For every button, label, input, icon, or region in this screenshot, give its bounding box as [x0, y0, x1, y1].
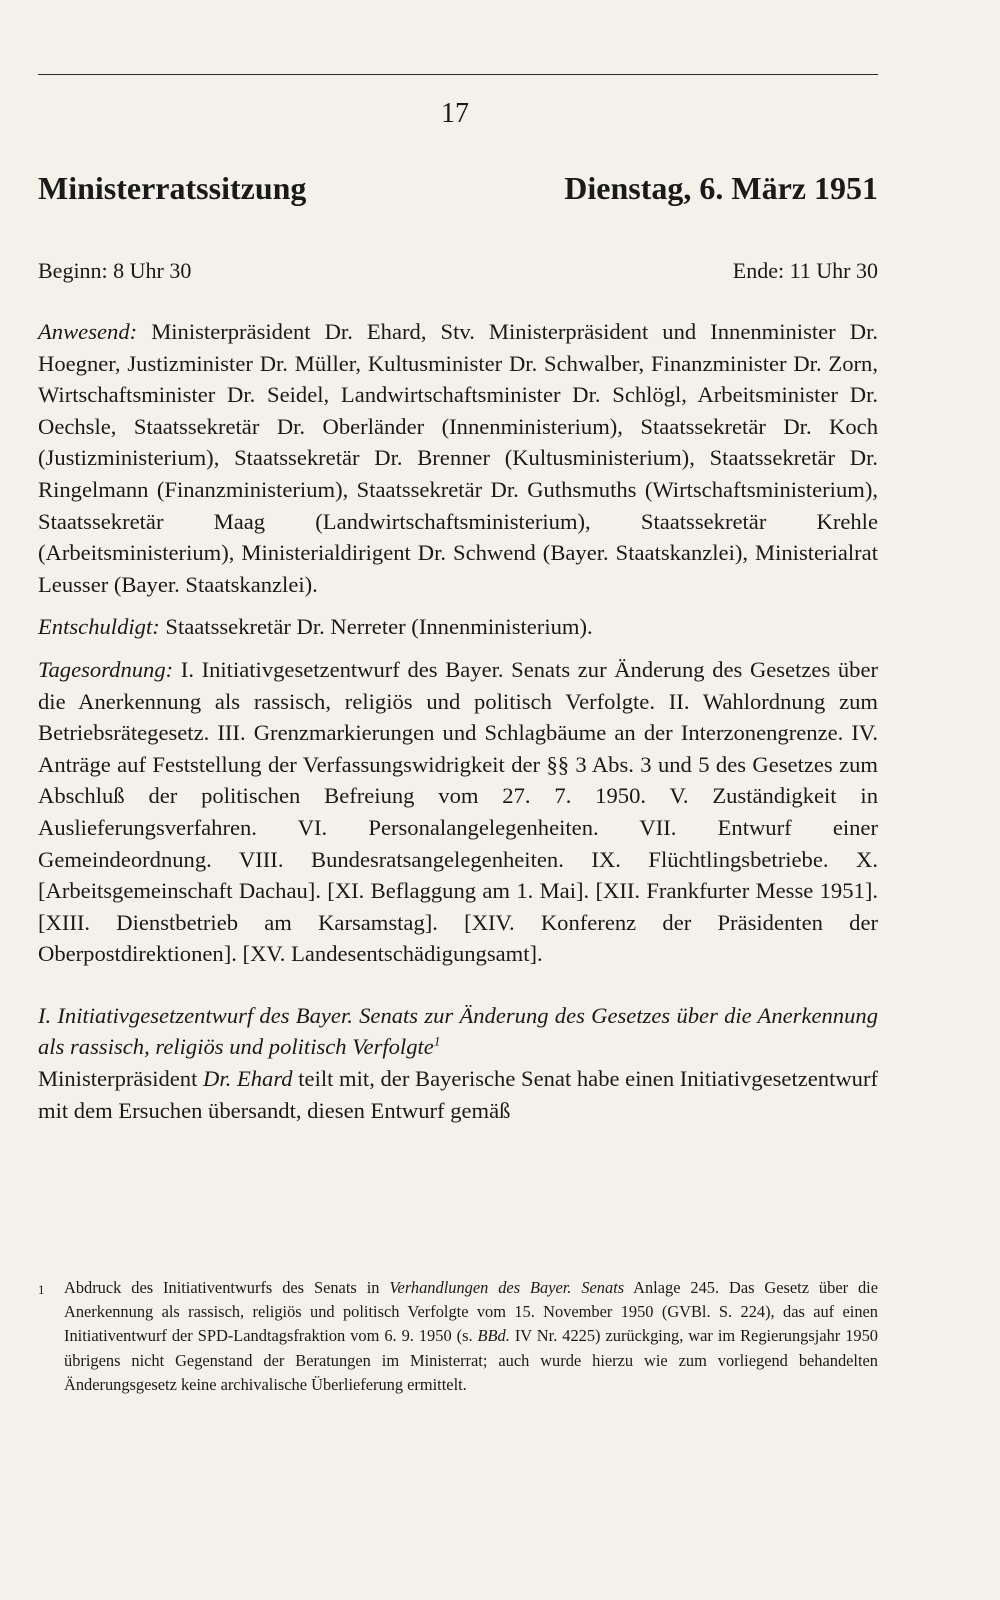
top-rule	[38, 74, 878, 75]
excused-text: Staatssekretär Dr. Nerreter (Innenministerium).	[165, 614, 593, 640]
session-date: Dienstag, 6. März 1951	[564, 170, 878, 206]
footnote-ref: 1	[433, 1033, 441, 1049]
begin-time: Beginn: 8 Uhr 30	[38, 258, 192, 283]
session-title: Ministerratssitzung	[38, 170, 307, 206]
footnote-italic-2: BBd.	[477, 1326, 510, 1346]
section-paragraph	[38, 1063, 878, 1126]
agenda-label: Tagesordnung:	[38, 656, 174, 682]
footnote-mark: 1	[38, 1282, 45, 1297]
footnote-text	[64, 1276, 878, 1397]
section-heading-text: I. Initiativgesetzentwurf des Bayer. Senats zur Änderung des Gesetzes über die Anerkennung als rassisch, religiös und politisch Verfolgte	[38, 1002, 878, 1060]
footnote-text-3: IV Nr. 4225) zurückging, war im Regierungsjahr 1950 übrigens nicht Gegenstand der Beratungen im Ministerrat; auch wurde hierzu wie zum vorliegend behandelten Änderungsgesetz keine archivalische Überlieferung ermittelt.	[64, 1326, 878, 1394]
agenda-text: I. Initiativgesetzentwurf des Bayer. Senats zur Änderung des Gesetzes über die Anerkennung als rassisch, religiös und politisch Verfolgte. II. Wahlordnung zum Betriebsrätegesetz. III. Grenzmarkierungen und Schlagbäume an der Interzonengrenze. IV. Anträge auf Feststellung der Verfassungswidrigkeit der §§ 3 Abs. 3 und 5 des Gesetzes zum Abschluß der politischen Befreiung vom 27. 7. 1950. V. Zuständigkeit in Auslieferungsverfahren. VI. Personalangelegenheiten. VII. Entwurf einer Gemeindeordnung. VIII. Bundesratsangelegenheiten. IX. Flüchtlingsbetriebe. X. [Arbeitsgemeinschaft Dachau]. [XI. Beflaggung am 1. Mai]. [XII. Frankfurter Messe 1951]. [XIII. Dienstbetrieb am Karsamstag]. [XIV. Konferenz der Präsidenten der Oberpostdirektionen]. [XV. Landesentschädigungsamt].	[38, 656, 878, 967]
page-number: 17	[441, 98, 469, 129]
section-text-2: teilt mit, der Bayerische Senat habe einen Initiativgesetzentwurf mit dem Ersuchen übersandt, diesen Entwurf gemäß	[38, 1066, 879, 1123]
footnote-italic-1: Verhandlungen des Bayer. Senats	[389, 1278, 625, 1297]
footnote-text-2: Anlage 245. Das Gesetz über die Anerkennung als rassisch, religiös und politisch Verfolgte vom 15. November 1950 (GVBl. S. 224), das auf einen Initiativentwurf der SPD-Landtagsfraktion vom 6. 9. 1950 (s.	[64, 1278, 878, 1346]
document-body	[38, 316, 878, 1137]
attendees-label: Anwesend:	[38, 319, 138, 344]
section-speaker: Dr. Ehard	[203, 1066, 293, 1092]
session-header	[38, 170, 878, 207]
attendees-text: Ministerpräsident Dr. Ehard, Stv. Ministerpräsident und Innenminister Dr. Hoegner, Justizminister Dr. Müller, Kultusminister Dr. Schwalber, Finanzminister Dr. Zorn, Wirtschaftsminister Dr. Seidel, Landwirtschaftsminister Dr. Schlögl, Arbeitsminister Dr. Oechsle, Staatssekretär Dr. Oberländer (Innenministerium), Staatssekretär Dr. Koch (Justizministerium), Staatssekretär Dr. Brenner (Kultusministerium), Staatssekretär Dr. Ringelmann (Finanzministerium), Staatssekretär Dr. Guthsmuths (Wirtschaftsministerium), Staatssekretär Maag (Landwirtschaftsministerium), Staatssekretär Krehle (Arbeitsministerium), Ministerialdirigent Dr. Schwend (Bayer. Staatskanzlei), Ministerialrat Leusser (Bayer. Staatskanzlei).	[38, 319, 878, 597]
session-times	[38, 258, 878, 284]
footnote	[38, 1276, 878, 1397]
excused-label: Entschuldigt:	[38, 614, 160, 640]
excused-paragraph	[38, 611, 878, 643]
end-time: Ende: 11 Uhr 30	[732, 258, 878, 283]
section-text-1: Ministerpräsident	[38, 1066, 204, 1092]
attendees-paragraph	[38, 316, 878, 600]
footnote-text-1: Abdruck des Initiativentwurfs des Senats in	[64, 1278, 390, 1297]
agenda-paragraph	[38, 654, 878, 970]
section-heading	[38, 1000, 878, 1063]
